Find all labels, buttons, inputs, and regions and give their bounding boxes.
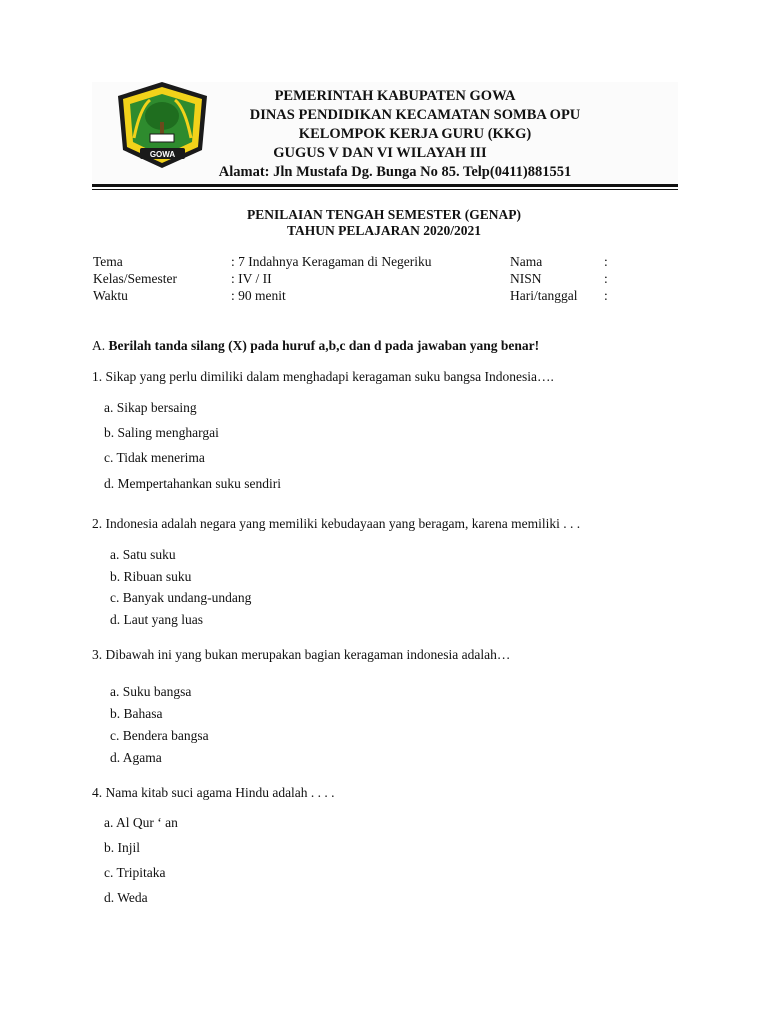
question-1-option-c: c. Tidak menerima (104, 450, 205, 465)
info-label-hari: Hari/tanggal (510, 288, 578, 303)
question-4-option-c: c. Tripitaka (104, 865, 166, 880)
question-2: 2. Indonesia adalah negara yang memiliki kebudayaan yang beragam, karena memiliki . . . (92, 516, 581, 531)
question-2-option-a: a. Satu suku (110, 547, 176, 562)
question-1: 1. Sikap yang perlu dimiliki dalam menghadapi keragaman suku bangsa Indonesia…. (92, 369, 554, 384)
question-3-option-d: d. Agama (110, 750, 162, 765)
section-prefix: A. (92, 338, 109, 353)
question-4-option-d: d. Weda (104, 890, 148, 905)
question-3-option-c: c. Bendera bangsa (110, 728, 209, 743)
question-1-option-d: d. Mempertahankan suku sendiri (104, 476, 281, 491)
question-3: 3. Dibawah ini yang bukan merupakan bagian keragaman indonesia adalah… (92, 647, 511, 662)
info-label-nisn: NISN (510, 271, 542, 286)
info-value-waktu: : 90 menit (231, 288, 286, 303)
header-teacher-group: KELOMPOK KERJA GURU (KKG) (298, 126, 532, 142)
question-2-option-b: b. Ribuan suku (110, 569, 192, 584)
exam-title: PENILAIAN TENGAH SEMESTER (GENAP) (247, 207, 521, 222)
academic-year: TAHUN PELAJARAN 2020/2021 (286, 223, 481, 238)
info-label-kelas: Kelas/Semester (93, 271, 177, 286)
section-instruction-text: Berilah tanda silang (X) pada huruf a,b,c dan d pada jawaban yang benar! (108, 338, 540, 353)
question-4: 4. Nama kitab suci agama Hindu adalah . . . . (92, 785, 335, 800)
question-1-option-b: b. Saling menghargai (104, 425, 219, 440)
header-cluster: GUGUS V DAN VI WILAYAH III (273, 145, 487, 161)
question-2-option-d: d. Laut yang luas (110, 612, 203, 627)
question-1-option-a: a. Sikap bersaing (104, 400, 197, 415)
gowa-regency-logo (110, 78, 215, 173)
question-2-option-c: c. Banyak undang-undang (110, 590, 252, 605)
info-label-nama: Nama (510, 254, 543, 269)
header-rule-thick (92, 184, 678, 187)
logo-lettering: GOWA (149, 150, 176, 159)
info-value-nisn: : (604, 271, 608, 286)
question-3-option-b: b. Bahasa (110, 706, 163, 721)
section-a-instruction (92, 338, 539, 354)
info-value-hari: : (604, 288, 608, 303)
header-address: Alamat: Jln Mustafa Dg. Bunga No 85. Telp(0411)881551 (218, 164, 572, 180)
info-label-tema: Tema (93, 254, 123, 269)
question-4-option-b: b. Injil (104, 840, 140, 855)
question-3-option-a: a. Suku bangsa (110, 684, 192, 699)
info-label-waktu: Waktu (93, 288, 128, 303)
header-government: PEMERINTAH KABUPATEN GOWA (274, 88, 516, 104)
header-department: DINAS PENDIDIKAN KECAMATAN SOMBA OPU (249, 107, 581, 123)
info-value-nama: : (604, 254, 608, 269)
info-value-tema: : 7 Indahnya Keragaman di Negeriku (231, 254, 432, 269)
info-value-kelas: : IV / II (231, 271, 272, 286)
header-rule-thin (92, 189, 678, 190)
question-4-option-a: a. Al Qur ‘ an (104, 815, 178, 830)
